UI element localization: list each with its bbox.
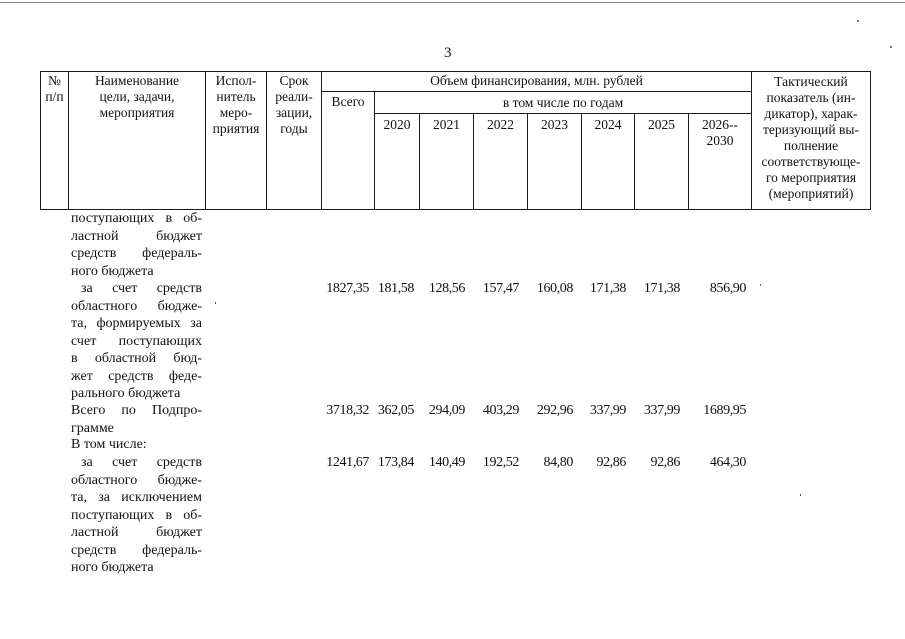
text-line: в областной бюд- bbox=[71, 351, 202, 366]
scan-speck bbox=[215, 302, 216, 304]
value-2025: 171,38 bbox=[643, 281, 680, 296]
value-2023: 160,08 bbox=[536, 281, 573, 296]
value-2021: 294,09 bbox=[428, 403, 465, 418]
value-2025: 337,99 bbox=[643, 403, 680, 418]
text-line: счет поступающих bbox=[71, 333, 202, 349]
value-2021: 128,56 bbox=[428, 281, 465, 296]
value-2022: 403,29 bbox=[482, 403, 519, 418]
text-line: В том числе: bbox=[71, 437, 147, 452]
scan-speck bbox=[760, 284, 761, 286]
value-2024: 171,38 bbox=[589, 281, 626, 296]
text-line: ластной бюджет bbox=[71, 228, 202, 244]
finance-sub-rule bbox=[321, 91, 751, 92]
header-year: 2023 bbox=[541, 117, 568, 132]
header-total: Всего bbox=[331, 94, 365, 109]
scan-speck bbox=[800, 494, 801, 496]
text-line: областного бюдже- bbox=[71, 472, 202, 488]
value-2024: 92,86 bbox=[596, 455, 626, 470]
row-label-4 bbox=[71, 454, 202, 577]
text-line: жет средств феде- bbox=[71, 368, 202, 384]
text-line: ластной бюджет bbox=[71, 525, 202, 540]
value-2020: 181,58 bbox=[377, 281, 414, 296]
row-label-1 bbox=[71, 280, 202, 403]
header-top-rule bbox=[40, 71, 871, 72]
table-header bbox=[40, 71, 871, 210]
text-line: поступающих в об- bbox=[71, 507, 202, 523]
text-line: средств федераль- bbox=[71, 542, 202, 558]
vline bbox=[321, 71, 322, 210]
header-term: Срок реали- зации, годы bbox=[275, 73, 313, 136]
text-line: ного бюджета bbox=[71, 560, 154, 575]
value-2023: 84,80 bbox=[543, 455, 573, 470]
scan-speck bbox=[857, 20, 859, 22]
row-label-0 bbox=[71, 210, 202, 280]
years-sub-rule bbox=[374, 113, 751, 114]
value-total: 1241,67 bbox=[326, 455, 369, 470]
scan-speck bbox=[890, 46, 892, 48]
text-line: рального бюджета bbox=[71, 386, 181, 401]
value-total: 3718,32 bbox=[326, 403, 369, 418]
header-finance: Объем финансирования, млн. рублей bbox=[430, 73, 643, 88]
text-line: за счет средств bbox=[81, 455, 202, 470]
header-year: 2020 bbox=[383, 117, 411, 132]
header-executor: Испол- нитель меро- приятия bbox=[212, 73, 260, 136]
text-line: областного бюдже- bbox=[71, 298, 202, 314]
value-2023: 292,96 bbox=[536, 403, 573, 418]
value-2025: 92,86 bbox=[650, 455, 680, 470]
text-line: грамме bbox=[71, 420, 114, 436]
text-line: за счет средств bbox=[81, 281, 202, 296]
text-line: та, за исключением bbox=[71, 490, 202, 505]
value-2022: 157,47 bbox=[482, 281, 519, 296]
value-2020: 362,05 bbox=[377, 403, 414, 418]
row-label-2 bbox=[71, 402, 202, 437]
value-2020: 173,84 bbox=[377, 455, 414, 470]
vline bbox=[870, 71, 871, 210]
text-line: ного бюджета bbox=[71, 263, 154, 279]
header-indicator: Тактический показатель (ин- дикатор), харак- теризующий вы- полнение соответствующе- го мероприятия (мероприятий) bbox=[761, 74, 861, 201]
text-line: Всего по Подпро- bbox=[71, 403, 202, 418]
text-line: поступающих в об- bbox=[71, 211, 202, 226]
value-total: 1827,35 bbox=[326, 281, 369, 296]
header-by-years: в том числе по годам bbox=[502, 95, 624, 110]
header-year: 2025 bbox=[648, 117, 675, 132]
value-2022: 192,52 bbox=[482, 455, 519, 470]
header-year: 2024 bbox=[594, 117, 622, 132]
header-year: 2026-- 2030 bbox=[702, 117, 738, 148]
header-year: 2021 bbox=[433, 117, 460, 132]
header-year: 2022 bbox=[487, 117, 514, 132]
value-2026-2030: 464,30 bbox=[709, 455, 746, 470]
value-2021: 140,49 bbox=[428, 455, 465, 470]
row-label-3 bbox=[71, 436, 202, 454]
header-num: № п/п bbox=[45, 73, 64, 104]
top-border-line bbox=[0, 2, 905, 3]
header-name: Наименование цели, задачи, мероприятия bbox=[94, 73, 180, 120]
value-2026-2030: 856,90 bbox=[709, 281, 746, 296]
text-line: та, формируемых за bbox=[71, 316, 202, 331]
value-2026-2030: 1689,95 bbox=[703, 403, 746, 418]
text-line: средств федераль- bbox=[71, 246, 202, 261]
page-number: 3 bbox=[444, 45, 452, 61]
value-2024: 337,99 bbox=[589, 403, 626, 418]
